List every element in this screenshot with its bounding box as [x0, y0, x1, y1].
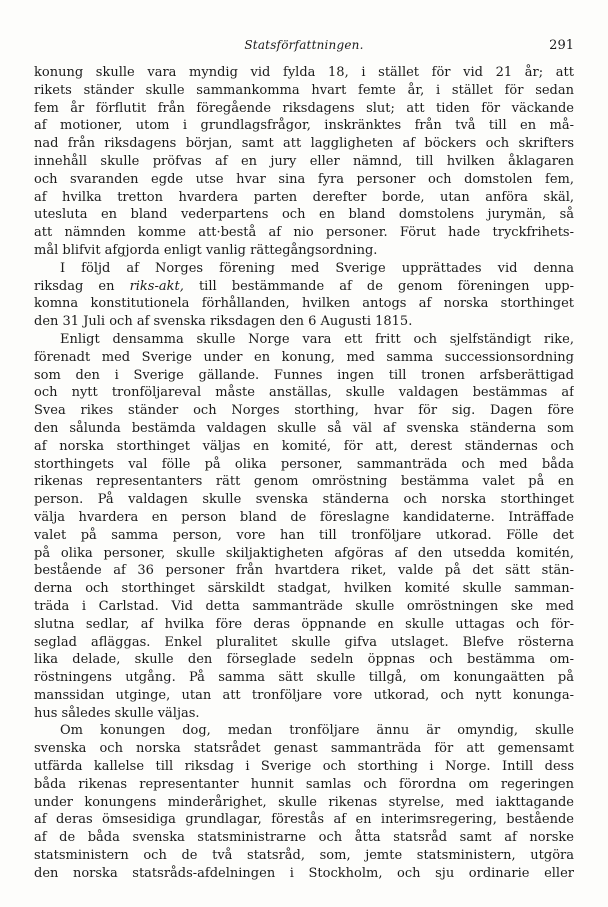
text-line: rikets ständer skulle sammankomma hvart femte år, i stället för sedan	[34, 82, 574, 98]
text-line: som den i Sverige gällande. Funnes ingen till tronen arfsberättigad	[34, 367, 574, 383]
text-line: af de båda svenska statsministrarne och åtta statsråd samt af norske	[34, 830, 574, 846]
text-line: statsministern och de två statsråd, som, jemte statsministern, utgöra	[34, 848, 574, 864]
text-line: derna och storthinget särskildt stadgat, hvilken komité skulle samman-	[34, 581, 574, 597]
text-line: Svea rikes ständer och Norges storthing, hvar för sig. Dagen före	[34, 403, 574, 419]
text-line: af norska storthinget väljas en komité, för att, derest ständernas och	[34, 438, 574, 454]
text-line: välja hvardera en person bland de föreslagne kandidaterne. Inträffade	[34, 509, 574, 525]
text-line: af hvilka tretton hvardera parten derefter borde, utan anföra skäl,	[34, 189, 574, 205]
text-line: Enligt densamma skulle Norge vara ett fritt och sjelfständigt rike,	[60, 331, 574, 347]
text-line: fem år förflutit från föregående riksdagens slut; att tiden för väckande	[34, 100, 574, 116]
text-line: rikenas representanters rätt genom omröstning bestämma valet på en	[34, 474, 574, 490]
text-line: person. På valdagen skulle svenska ständerna och norska storthinget	[34, 492, 574, 508]
text-line: att nämnden komme att·bestå af nio personer. Förut hade tryckfrihets-	[34, 225, 574, 241]
text-line: seglad afläggas. Enkel pluralitet skulle gifva utslaget. Blefve rösterna	[34, 634, 574, 650]
text-line: af motioner, utom i grundlagsfrågor, inskränktes från två till en må-	[34, 118, 574, 134]
text-line: båda rikenas representanter hunnit samlas och förordna om regeringen	[34, 776, 574, 792]
text-line: komna konstitutionela förhållanden, hvilken antogs af norska storthinget	[34, 296, 574, 312]
text-line: och nytt tronföljareval måste anställas, skulle valdagen bestämmas af	[34, 385, 574, 401]
text-line: manssidan utginge, utan att tronföljare vore utkorad, och nytt konunga-	[34, 687, 574, 703]
page-number: 291	[549, 38, 574, 53]
text-line: träda i Carlstad. Vid detta sammanträde skulle omröstningen ske med	[34, 598, 574, 614]
text-line: storthingets val fölle på olika personer, sammanträda och med båda	[34, 456, 574, 472]
page-header	[34, 38, 574, 56]
text-line: af deras ömsesidiga grundlagar, förestås af en interimsregering, bestående	[34, 812, 574, 828]
text-line: utesluta en bland vederpartens och en bland domstolens jurymän, så	[34, 207, 574, 223]
text-line: under konungens minderårighet, skulle rikenas styrelse, med iakttagande	[34, 794, 574, 810]
text-line: på olika personer, skulle skiljaktigheten afgöras af den utsedda komitén,	[34, 545, 574, 561]
text-line: mål blifvit afgjorda enligt vanlig rättegångsordning.	[34, 242, 378, 258]
text-line: bestående af 36 personer från hvartdera riket, valde på det sätt stän-	[34, 563, 574, 579]
text-line: riksdag en riks-akt, till bestämmande af de genom föreningen upp-	[34, 278, 574, 294]
text-line: utfärda kallelse till riksdag i Sverige och storthing i Norge. Intill dess	[34, 759, 574, 775]
text-line: lika delade, skulle den förseglade sedeln öppnas och bestämma om-	[34, 652, 574, 668]
text-line: hus således skulle väljas.	[34, 705, 200, 721]
text-line: och svaranden egde utse hvar sina fyra personer och domstolen fem,	[34, 171, 574, 187]
text-line: innehåll skulle pröfvas af en jury eller nämnd, till hvilken åklagaren	[34, 153, 574, 169]
body-text	[34, 64, 574, 883]
text-line: Om konungen dog, medan tronföljare ännu är omyndig, skulle	[60, 723, 574, 739]
italic-term: riks-akt,	[129, 278, 184, 294]
text-line: valet på samma person, vore han till tronföljare utkorad. Fölle det	[34, 527, 574, 543]
text-line: den 31 Juli och af svenska riksdagen den 6 Augusti 1815.	[34, 314, 413, 330]
text-line: konung skulle vara myndig vid fylda 18, i stället för vid 21 år; att	[34, 65, 574, 80]
text-line: slutna sedlar, af hvilka före deras öppnande en skulle uttagas och för-	[34, 616, 574, 632]
text-line: den sålunda bestämda valdagen skulle så väl af svenska ständerna som	[34, 420, 574, 436]
text-line: svenska och norska statsrådet genast sammanträda för att gemensamt	[34, 741, 574, 757]
running-title: Statsförfattningen.	[244, 38, 364, 52]
text-line: den norska statsråds-afdelningen i Stockholm, och sju ordinarie eller	[34, 865, 574, 881]
text-line: förenadt med Sverige under en konung, med samma successionsordning	[34, 349, 574, 365]
text-line: I följd af Norges förening med Sverige upprättades vid denna	[60, 260, 574, 276]
text-line: röstningens utgång. På samma sätt skulle tillgå, om konungaätten på	[34, 670, 574, 686]
text-line: nad från riksdagens början, samt att laggligheten af böckers och skrifters	[34, 136, 574, 152]
